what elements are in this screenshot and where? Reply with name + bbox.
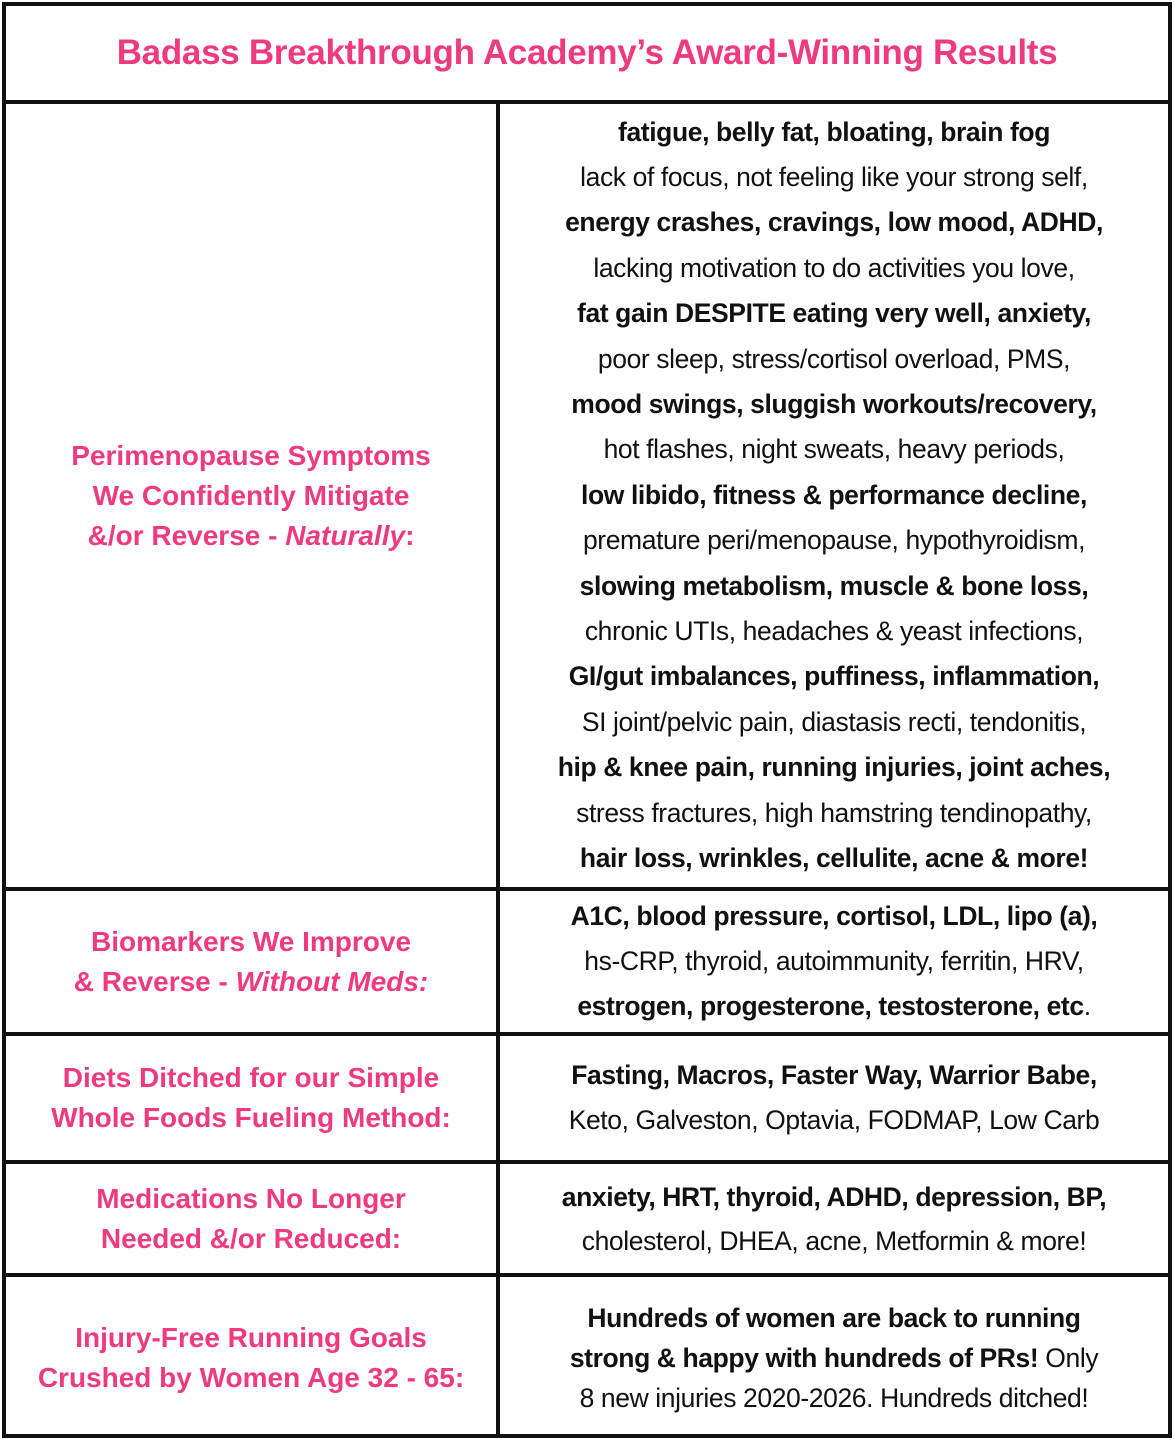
bold-text: mood swings, sluggish workouts/recovery, <box>571 388 1097 419</box>
text-line <box>75 1318 427 1358</box>
text-line <box>580 155 1088 200</box>
text: lack of focus, not feeling like your strong self, <box>580 161 1088 192</box>
text: & Reverse - <box>73 965 236 997</box>
table-body <box>6 104 1168 1438</box>
bold-text: slowing metabolism, muscle & bone loss, <box>579 570 1089 601</box>
row-content <box>500 1277 1168 1438</box>
text-line <box>101 1219 401 1259</box>
text: Only <box>1038 1342 1099 1373</box>
text-line <box>587 1298 1080 1338</box>
text-line <box>584 939 1083 984</box>
text-line <box>558 745 1111 790</box>
results-table <box>2 2 1172 1438</box>
row-label <box>6 1277 500 1438</box>
table-row-perimenopause-symptoms <box>6 104 1168 891</box>
text: Whole Foods Fueling Method: <box>51 1102 451 1133</box>
text: hs-CRP, thyroid, autoimmunity, ferritin, HRV, <box>584 946 1084 976</box>
bold-text: fatigue, belly fat, bloating, brain fog <box>618 116 1050 147</box>
italic-text: Without Meds: <box>235 965 429 997</box>
text: premature peri/menopause, hypothyroidism, <box>582 525 1086 556</box>
text: Injury-Free Running Goals <box>75 1321 427 1353</box>
text-line <box>71 436 430 476</box>
row-content <box>500 104 1168 887</box>
text-line <box>570 1338 1098 1378</box>
italic-text: Naturally <box>285 519 406 551</box>
table-row-biomarkers <box>6 891 1168 1036</box>
text-line <box>576 791 1092 836</box>
row-label <box>6 1164 500 1273</box>
text-line <box>577 984 1090 1029</box>
text-line <box>604 427 1065 472</box>
text: hot flashes, night sweats, heavy periods, <box>603 434 1065 465</box>
text-line <box>593 246 1074 291</box>
text-line <box>618 110 1050 155</box>
bold-text: strong & happy with hundreds of PRs! <box>569 1342 1039 1373</box>
text-line <box>569 654 1100 699</box>
text: . <box>1083 991 1091 1021</box>
text-line <box>582 1219 1087 1263</box>
text: &/or Reverse - <box>87 519 286 551</box>
text-line <box>38 1358 464 1398</box>
text: Biomarkers We Improve <box>90 925 412 957</box>
text-line <box>74 962 428 1002</box>
bold-text: low libido, fitness & performance decline, <box>581 479 1087 510</box>
text-line <box>562 1175 1106 1219</box>
text-line <box>93 476 410 516</box>
text-line <box>51 1098 451 1138</box>
text-line <box>565 200 1103 245</box>
text: cholesterol, DHEA, acne, Metformin & more! <box>581 1225 1087 1256</box>
text-line <box>580 1378 1089 1418</box>
text-line <box>577 291 1091 336</box>
text: Keto, Galveston, Optavia, FODMAP, Low Carb <box>568 1105 1100 1135</box>
bold-text: fat gain DESPITE eating very well, anxiety, <box>577 298 1091 329</box>
bold-text: GI/gut imbalances, puffiness, inflammation, <box>568 661 1100 692</box>
text-line <box>63 1058 440 1098</box>
text: Medications No Longer <box>96 1182 406 1214</box>
text-line <box>580 836 1088 881</box>
text: SI joint/pelvic pain, diastasis recti, tendonitis, <box>581 706 1087 737</box>
text-line <box>582 700 1086 745</box>
row-content <box>500 1036 1168 1160</box>
text-line <box>585 609 1083 654</box>
bold-text: A1C, blood pressure, cortisol, LDL, lipo (a), <box>570 901 1098 931</box>
text-line <box>598 337 1070 382</box>
row-label <box>6 891 500 1032</box>
text-line <box>571 382 1096 427</box>
text-line <box>91 922 411 962</box>
text-line <box>571 1053 1097 1098</box>
bold-text: Fasting, Macros, Faster Way, Warrior Babe, <box>571 1060 1097 1090</box>
table-title: Badass Breakthrough Academy’s Award-Winning Results <box>6 6 1168 104</box>
row-label <box>6 1036 500 1160</box>
text: Perimenopause Symptoms <box>71 439 431 471</box>
bold-text: hair loss, wrinkles, cellulite, acne & more! <box>579 843 1089 874</box>
text-line <box>96 1179 406 1219</box>
row-content <box>500 891 1168 1032</box>
bold-text: estrogen, progesterone, testosterone, etc <box>577 991 1084 1021</box>
text: lacking motivation to do activities you love, <box>593 252 1075 283</box>
row-label <box>6 104 500 887</box>
text-line <box>571 894 1098 939</box>
bold-text: anxiety, HRT, thyroid, ADHD, depression, BP, <box>561 1181 1107 1212</box>
text: Diets Ditched for our Simple <box>62 1062 440 1093</box>
text: : <box>405 519 415 551</box>
bold-text: hip & knee pain, running injuries, joint aches, <box>557 752 1111 783</box>
text: Crushed by Women Age 32 - 65: <box>37 1361 465 1393</box>
text: poor sleep, stress/cortisol overload, PMS, <box>597 343 1071 374</box>
text: 8 new injuries 2020-2026. Hundreds ditched! <box>579 1382 1089 1413</box>
table-row-diets-ditched <box>6 1036 1168 1164</box>
row-content <box>500 1164 1168 1273</box>
bold-text: Hundreds of women are back to running <box>587 1302 1081 1333</box>
text: chronic UTIs, headaches & yeast infections, <box>584 616 1084 647</box>
text-line <box>581 473 1087 518</box>
text-line <box>88 516 415 556</box>
text: Needed &/or Reduced: <box>100 1222 402 1254</box>
bold-text: energy crashes, cravings, low mood, ADHD, <box>565 207 1103 238</box>
table-row-running-goals <box>6 1277 1168 1438</box>
text-line <box>580 564 1089 609</box>
text-line <box>569 1098 1100 1143</box>
text: We Confidently Mitigate <box>92 479 410 511</box>
text: stress fractures, high hamstring tendinopathy, <box>576 797 1092 828</box>
table-row-medications <box>6 1164 1168 1277</box>
text-line <box>583 518 1085 563</box>
